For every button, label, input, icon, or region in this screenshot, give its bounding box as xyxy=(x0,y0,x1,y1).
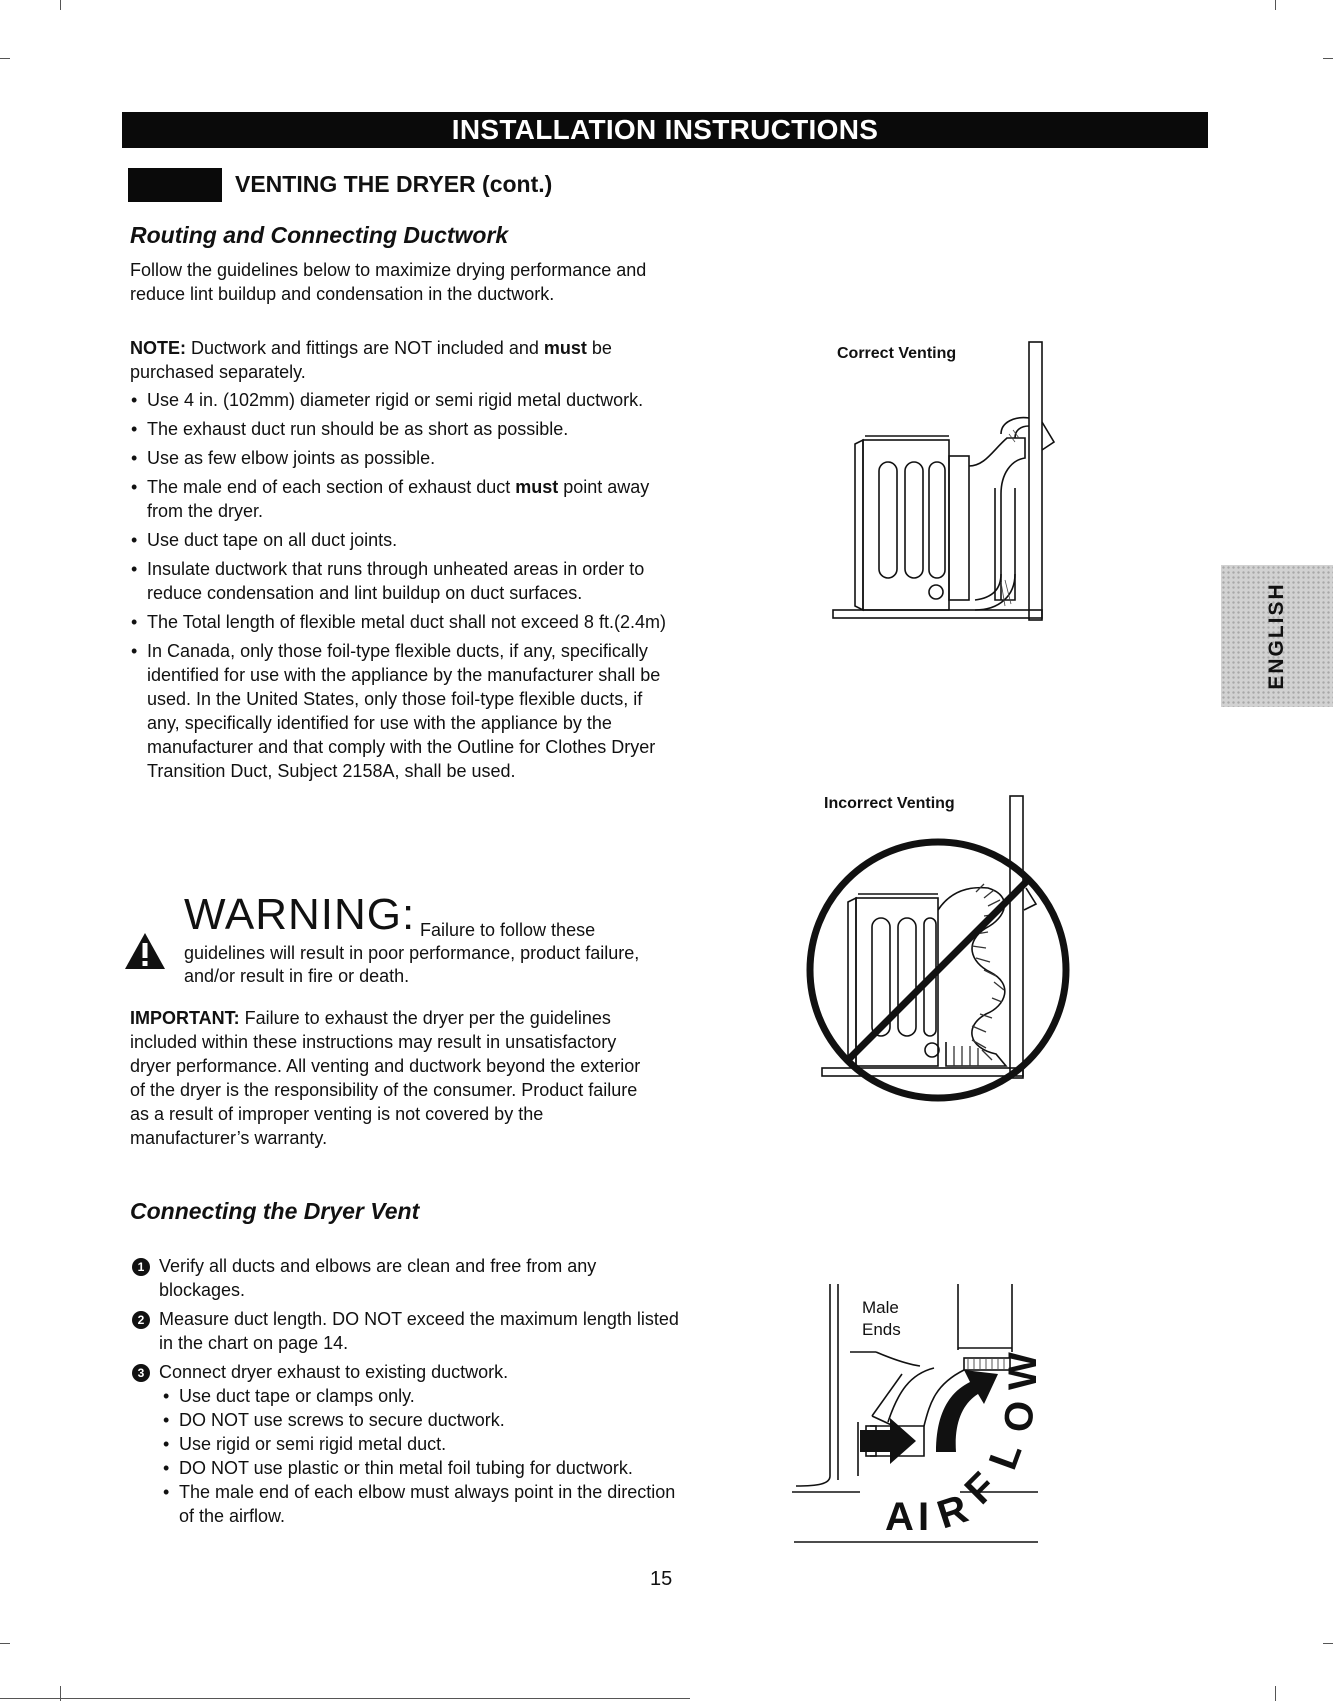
routing-bullet-list xyxy=(130,388,670,788)
step-text: Connect dryer exhaust to existing ductwork. xyxy=(159,1362,509,1382)
warning-text: Failure to follow these xyxy=(420,920,596,940)
bullet-item: • In Canada, only those foil-type flexible ducts, if any, specifically identified for use with the appliance by the manufacturer shall be used. In the United States, only those foil-type flexible ducts, if any, specifically identified for use with the appliance by the manufacturer and that comply with the Outline for Clothes Dryer Transition Duct, Subject 2158A, shall be used. xyxy=(130,639,670,783)
bullet-text: The male end of each section of exhaust duct xyxy=(147,477,516,497)
male-ends-label: Ends xyxy=(862,1320,901,1339)
svg-text:A: A xyxy=(885,1495,914,1539)
routing-note xyxy=(130,336,670,384)
step-item xyxy=(130,1307,680,1355)
step-number: 2 xyxy=(132,1311,150,1329)
connecting-steps xyxy=(130,1254,680,1533)
sub-bullet-item: • Use rigid or semi rigid metal duct. xyxy=(159,1432,680,1456)
sub-bullet-item: • The male end of each elbow must always point in the direction of the airflow. xyxy=(159,1480,680,1528)
section-title: VENTING THE DRYER (cont.) xyxy=(235,171,553,197)
incorrect-venting-figure xyxy=(800,792,1080,1112)
step-text: Verify all ducts and elbows are clean and free from any blockages. xyxy=(159,1256,597,1300)
language-label: ENGLISH xyxy=(1265,582,1288,690)
bullet-item xyxy=(130,475,670,523)
airflow-figure xyxy=(790,1280,1060,1550)
bullet-item: • Use as few elbow joints as possible. xyxy=(130,446,670,470)
important-label: IMPORTANT: xyxy=(130,1008,240,1028)
language-side-tab xyxy=(1221,565,1333,707)
page-number: 15 xyxy=(650,1568,673,1590)
male-ends-label: Male xyxy=(862,1298,899,1317)
incorrect-venting-label: Incorrect Venting xyxy=(824,795,955,812)
step-item xyxy=(130,1360,680,1528)
correct-venting-label: Correct Venting xyxy=(837,345,957,362)
bullet-item: • The exhaust duct run should be as short as possible. xyxy=(130,417,670,441)
note-label: NOTE: xyxy=(130,338,186,358)
svg-text:L: L xyxy=(980,1437,1031,1476)
sub-bullet-item: • DO NOT use plastic or thin metal foil tubing for ductwork. xyxy=(159,1456,680,1480)
step-sub-list xyxy=(159,1384,680,1528)
bullet-item: • Insulate ductwork that runs through unheated areas in order to reduce condensation and lint buildup on duct surfaces. xyxy=(130,557,670,605)
connecting-heading: Connecting the Dryer Vent xyxy=(130,1198,420,1224)
bullet-item: • Use duct tape on all duct joints. xyxy=(130,528,670,552)
svg-text:I: I xyxy=(918,1495,930,1539)
bullet-emphasis: must xyxy=(515,477,559,497)
step-number: 3 xyxy=(132,1364,150,1382)
bullet-item: • Use 4 in. (102mm) diameter rigid or semi rigid metal ductwork. xyxy=(130,388,670,412)
svg-text:F: F xyxy=(956,1464,1006,1513)
step-text: Measure duct length. DO NOT exceed the maximum length listed in the chart on page 14. xyxy=(159,1309,679,1353)
note-text: Ductwork and fittings are NOT included and xyxy=(186,338,544,358)
page-banner: INSTALLATION INSTRUCTIONS xyxy=(122,112,1208,148)
svg-text:W: W xyxy=(1001,1352,1045,1390)
sub-bullet-item: • DO NOT use screws to secure ductwork. xyxy=(159,1408,680,1432)
note-emphasis: must xyxy=(543,338,587,358)
warning-word: WARNING: xyxy=(184,890,416,939)
bullet-text: point away from the dryer. xyxy=(147,477,650,521)
note-text-end: be purchased separately. xyxy=(130,338,612,382)
bullet-item: • The Total length of flexible metal duct shall not exceed 8 ft.(2.4m) xyxy=(130,610,670,634)
section-marker xyxy=(128,168,222,202)
warning-triangle-icon xyxy=(124,932,166,970)
routing-intro: Follow the guidelines below to maximize drying performance and reduce lint buildup and condensation in the ductwork. xyxy=(130,260,647,304)
correct-venting-figure xyxy=(825,338,1065,628)
routing-heading: Routing and Connecting Ductwork xyxy=(130,222,509,248)
important-text: Failure to exhaust the dryer per the guidelines included within these instructions may result in unsatisfactory dryer performance. All venting and ductwork beyond the exterior of the dryer is the responsibility of the consumer. Product failure as a result of improper venting is not covered by the manufacturer’s warranty. xyxy=(130,1008,641,1148)
sub-bullet-item: • Use duct tape or clamps only. xyxy=(159,1384,680,1408)
svg-text:R: R xyxy=(932,1486,974,1538)
step-number: 1 xyxy=(132,1258,150,1276)
svg-text:O: O xyxy=(996,1399,1043,1434)
warning-text-continued: guidelines will result in poor performance, product failure, and/or result in fire or death. xyxy=(184,943,640,986)
step-item xyxy=(130,1254,680,1302)
important-paragraph xyxy=(130,1006,660,1150)
